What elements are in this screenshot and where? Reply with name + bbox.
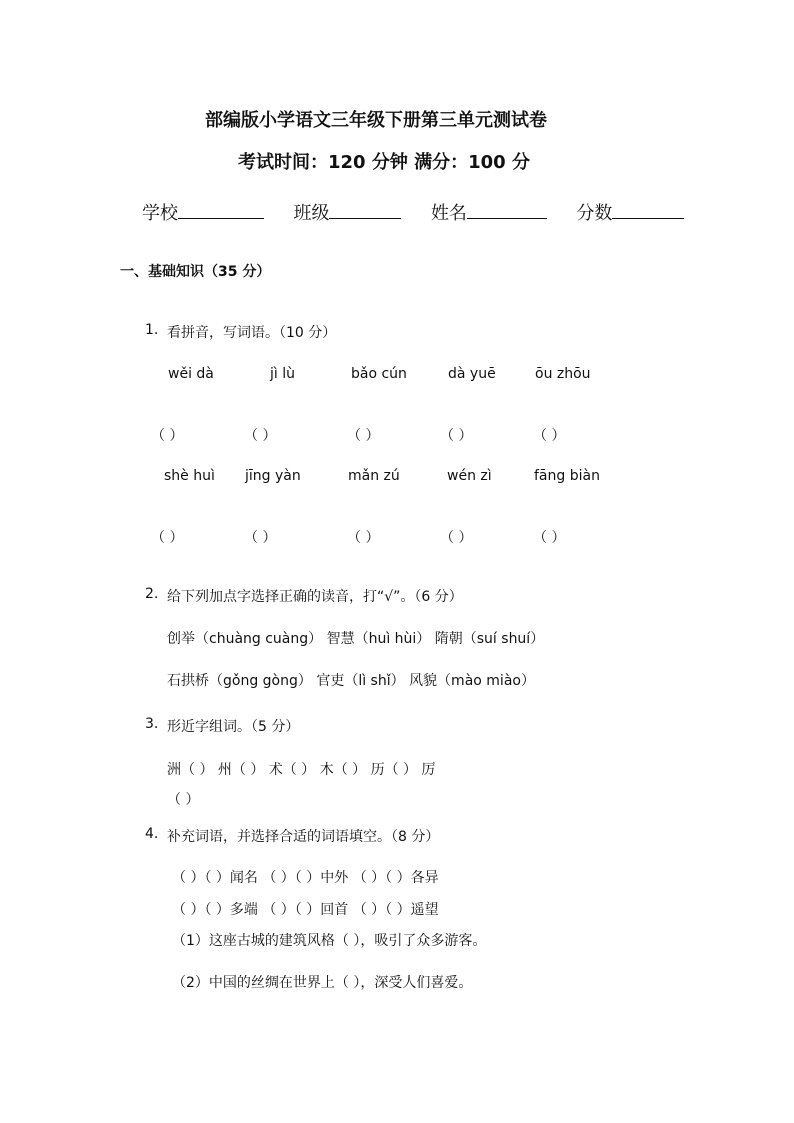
q3-line1: 洲（ ） 州（ ） 术（ ） 木（ ） 历（ ） 厉 <box>167 762 436 778</box>
exam-subtitle: 考试时间：120 分钟 满分：100 分 <box>238 152 530 173</box>
answer-blank[interactable]: （ ） <box>347 530 380 546</box>
pinyin-item: wén zì <box>447 468 492 484</box>
answer-blank[interactable]: （ ） <box>533 428 566 444</box>
school-label: 学校 <box>142 203 178 224</box>
class-label: 班级 <box>293 203 330 224</box>
q4-sub2: （2）中国的丝绸在世界上（ ），深受人们喜爱。 <box>172 975 473 991</box>
pinyin-item: shè huì <box>164 468 215 484</box>
answer-blank[interactable]: （ ） <box>347 428 380 444</box>
answer-blank[interactable]: （ ） <box>533 530 566 546</box>
answer-blank[interactable]: （ ） <box>244 530 277 546</box>
score-blank[interactable] <box>612 200 684 219</box>
q4-line1: （ ）（ ）闻名 （ ）（ ）中外 （ ）（ ）各异 <box>172 870 439 886</box>
pinyin-item: mǎn zú <box>348 468 400 484</box>
q4-line2: （ ）（ ）多端 （ ）（ ）回首 （ ）（ ）遥望 <box>172 902 439 918</box>
q3-number: 3. <box>145 716 159 732</box>
answer-blank[interactable]: （ ） <box>151 428 184 444</box>
answer-blank[interactable]: （ ） <box>440 428 473 444</box>
q3-prompt: 形近字组词。（5 分） <box>167 719 300 735</box>
pinyin-item: dà yuē <box>448 366 496 382</box>
q4-sub1: （1）这座古城的建筑风格（ ），吸引了众多游客。 <box>172 933 487 949</box>
pinyin-item: jì lù <box>270 366 295 382</box>
q4-prompt: 补充词语，并选择合适的词语填空。（8 分） <box>167 829 440 845</box>
score-label: 分数 <box>576 203 613 224</box>
answer-blank[interactable]: （ ） <box>151 530 184 546</box>
name-label: 姓名 <box>430 203 467 224</box>
q2-number: 2. <box>145 586 159 602</box>
pinyin-item: wěi dà <box>168 366 214 382</box>
pinyin-item: ōu zhōu <box>535 366 591 382</box>
answer-blank[interactable]: （ ） <box>440 530 473 546</box>
pinyin-item: fāng biàn <box>534 468 600 484</box>
q2-prompt: 给下列加点字选择正确的读音，打“√”。（6 分） <box>167 589 463 605</box>
section1-heading: 一、基础知识（35 分） <box>120 264 271 280</box>
q1-prompt: 看拼音，写词语。（10 分） <box>167 325 337 341</box>
q2-line1: 创举（chuàng cuàng） 智慧（huì hùi） 隋朝（suí shuí） <box>167 631 545 647</box>
school-blank[interactable] <box>178 200 264 219</box>
name-blank[interactable] <box>467 200 547 219</box>
answer-blank[interactable]: （ ） <box>244 428 277 444</box>
class-blank[interactable] <box>329 200 401 219</box>
exam-title: 部编版小学语文三年级下册第三单元测试卷 <box>205 110 547 131</box>
q2-line2: 石拱桥（gǒng gòng） 官吏（lì shǐ） 风貌（mào miào） <box>167 673 535 689</box>
pinyin-item: bǎo cún <box>351 366 407 382</box>
pinyin-item: jīng yàn <box>245 468 301 484</box>
q4-number: 4. <box>145 826 159 842</box>
q3-line2: （ ） <box>167 792 200 808</box>
info-row <box>142 199 684 225</box>
q1-number: 1. <box>145 322 159 338</box>
